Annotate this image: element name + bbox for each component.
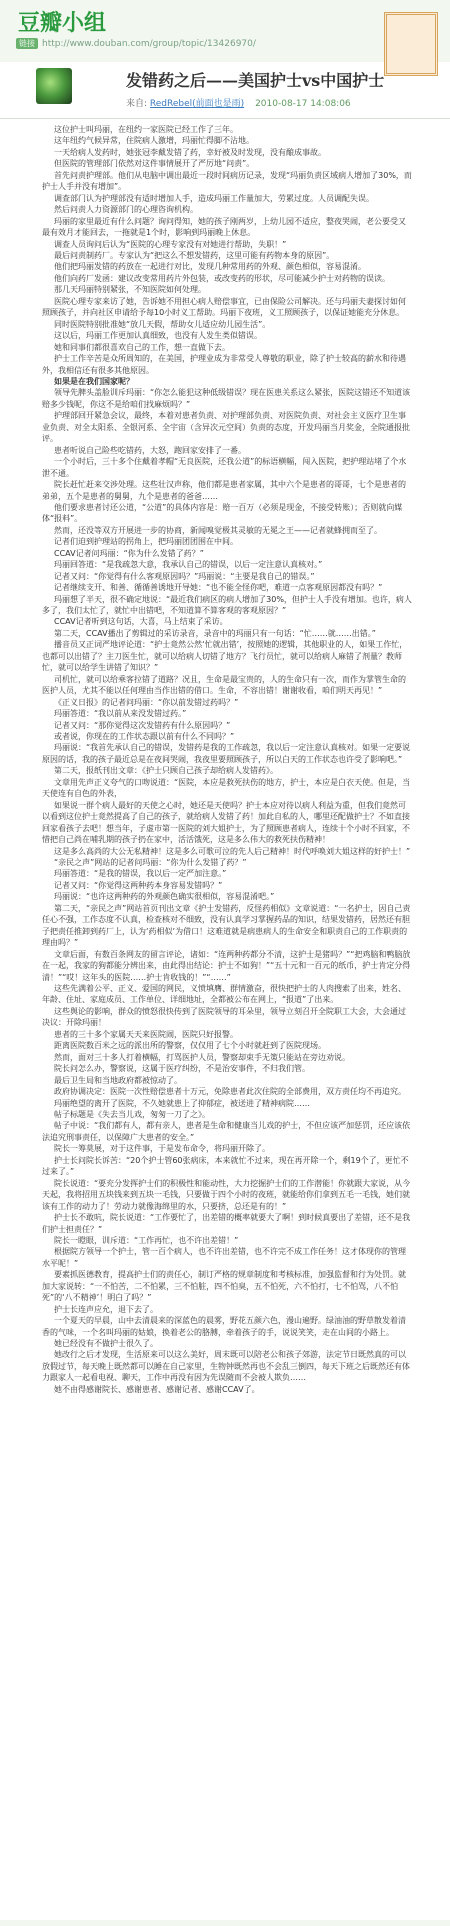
body-paragraph: 她和同事们都很喜欢自己的工作，想一直做下去。 (54, 342, 230, 352)
body-paragraph: 然而，面对三十多人打着横幅，打骂医护人员，警察却束手无策只能站在旁边劝说。 (54, 1052, 350, 1062)
body-paragraph: “亲民之声”网站的记者问玛丽：“你为什么发错了药？” (54, 858, 247, 867)
body-paragraph: 领导先脾头盖脸训斥玛丽：“你怎么能犯这种低级错误？现在医患关系这么紧张，医院这错还不知道该赔多少钱呢，你这不是给咱们找麻烦吗？” (42, 388, 411, 409)
body-paragraph: 这年纽约气候异常，住院病人激增，玛丽忙得脚不沾地。 (54, 136, 254, 146)
body-paragraph: 玛丽说：“我首先承认自己的错误，发错药是我的工作疏忽，我以后一定注意认真核对。如果一定要说原因的话，我的孩子最近总是在夜间哭闹，我夜里要照顾孩子，所以白天的工作状态也许受了影响吧。” (42, 743, 411, 764)
body-paragraph: 播音员又正词严地评论道：“护士竟然公然‘忙就出错’，按照她的逻辑，其他职业的人，如果工作忙，也都可以出错了？主刀医生忙，就可以给病人切错了地方？飞行员忙，就可以给病人麻错了剂量？教师忙，就可以给学生讲错了知识？” (42, 640, 408, 673)
body-paragraph: 同时医院特别批准她“放几天假，帮助女儿适应幼儿园生活”。 (54, 319, 271, 329)
body-paragraph: 护士长连声应允，退下去了。 (54, 1304, 158, 1314)
body-paragraph: 这些舆论的影响，群众的愤怒很快传到了医院领导的耳朵里，领导立刻召开全院职工大会，大会通过决议：开除玛丽！ (42, 1006, 406, 1028)
body-paragraph: 院长一瞪眼，训斥道：“工作再忙，也不许出差错！” (54, 1235, 239, 1245)
body-paragraph: 她不由得感谢院长、感谢患者、感谢记者、感谢CCAV了。 (54, 1384, 260, 1394)
body-paragraph: 《正义日报》的记者问玛丽：“你以前发错过药吗？” (54, 697, 239, 707)
from-label: 来自: (126, 99, 148, 109)
body-paragraph: 距离医院数百米之远的派出所的警察，仅仅用了七个小时就赶到了医院现场。 (54, 1041, 326, 1051)
site-logo[interactable]: 豆瓣小组 (18, 11, 107, 36)
avatar[interactable] (36, 68, 72, 104)
body-paragraph: CCAV记者听到这句话，大喜，马上结束了采访。 (54, 617, 228, 627)
body-paragraph: 记者们迫到护理站的拐角上，把玛丽团团围在中间。 (54, 537, 238, 547)
body-paragraph: 一个夏天的早晨，山中去清晨来的深蓝色的晨雾，野花五颜六色，漫山遍野。绿油油的野草散发着清香的气味，一个名叫玛丽的姑娘，换着老公的胳膊，牵着孩子的手，说说笑笑，走在山间的小路上。 (42, 1316, 406, 1337)
body-paragraph: 护士工作辛苦是众所周知的，在美国，护理业成为非常受人尊敬的职业，除了护士较高的薪水和待遇外，我相信还有很多其他原因。 (42, 354, 406, 375)
body-paragraph: CCAV记者问玛丽：“你为什么发错了药？” (54, 548, 204, 558)
body-paragraph: 玛丽绝望的离开了医院，不久她就患上了抑郁症，被送进了精神病院…… (54, 1098, 310, 1108)
body-paragraph: 院长一筹莫展，对于这件事，于是发布命令，将玛丽开除了。 (54, 1144, 270, 1154)
body-paragraph: 一个小时后，三十多个住戴着孝帽“无良医院，还我公道”的标语横幅，闯入医院，把护理站堵了个水泄不通。 (42, 457, 407, 478)
body-paragraph: 文章后面，有数百条网友的留言评论，诸如：“连两种药都分不清，这护士是猪吗？”“把鸡脑和鸭脑放在一起，我家的狗都能分辨出来，由此得出结论：护士不如狗！”“五十元和一百元的纸币，护士肯定分得清！”“哎！这年头的医院……护士肯收钱的！”“……” (42, 949, 411, 982)
body-paragraph: 记者继续支开、和善、循循善诱地开导她：“也不能全怪你吧，难道一点客观原因都没有吗？” (54, 583, 383, 593)
body-paragraph: 患者的三十多个家属天天来医院闹，医院只好报警。 (54, 1029, 238, 1039)
body-paragraph: 护士长问院长诉苦：“20个护士管60张病床，本来就忙不过来，现在再开除一个，剩19个了，更忙不过来了。” (42, 1155, 409, 1177)
body-paragraph: 玛丽说：“也许这两种药的外观颜色确实很相似，容易混淆吧。” (54, 892, 275, 902)
body-paragraph: 玛丽想了半天，很不确定地说：“最近我们病区的病人增加了30%，但护士人手没有增加。也许，病人多了，我们太忙了，就忙中出错吧，不知道算不算客观的客观原因？” (42, 594, 412, 616)
body-paragraph: 她改行之后才发现，生活原来可以这么美好，周末既可以陪老公和孩子郊游，法定节日既然真的可以放假过节，每天晚上既然都可以睡在自己家里，生物钟既然再也不会乱三倒四，每天下班之后既然还有体力跟家人一起看电视、聊天，工作中再没有因为先误随而不会被人欺负…… (42, 1350, 410, 1383)
body-paragraph: 但医院的管理部门依然对这件事情展开了严厉地“问责”。 (54, 159, 255, 169)
body-paragraph: 一天给病人发药时，她张冠李戴发错了药，幸好被及时发现，没有酿成事故。 (54, 147, 326, 157)
body-paragraph: 帖子标题是《失去当儿戏，匆匆一刀了之》。 (54, 1109, 210, 1119)
body-paragraph: 那几天玛丽特别紧张，不知医院如何处理。 (54, 285, 206, 295)
body-paragraph: 院长说道：“要充分发挥护士们的积极性和能动性，大力挖掘护士们的工作潜能！你就跟大家说，从今天起，我将招用五块钱来到五块一毛钱，只要做于四个小时的夜班，就能给你们拿到五毛一毛钱，她们就该有工作的动力了！劳动力就像海绵里的水，只要挤，总还是有的！” (42, 1178, 411, 1211)
body-paragraph: 他们要求患者讨还公道，“公道”的具体内容是：赔一百万（必须是现金，不接受转账）；否则就向媒体“报料”。 (42, 502, 403, 524)
body-paragraph: 记者又问：“那你觉得这次发错药有什么原因吗？” (54, 720, 231, 730)
post-body (42, 124, 412, 1395)
body-paragraph: 记者又问：“你觉得有什么客观原因吗？”玛丽说：“主要是我自己的错误。” (54, 571, 315, 581)
body-paragraph: 然后问责人力资源部门的心理咨询机构。 (54, 205, 198, 215)
body-paragraph: 最后卫生局和当地政府都被惊动了。 (54, 1075, 182, 1085)
body-paragraph: 玛丽回答道：“是我疏忽大意，我承认自己的错误，以后一定注意认真核对。” (54, 560, 323, 570)
footer-divider (0, 1920, 450, 1926)
body-paragraph: 她已经没有不做护士很久了。 (54, 1339, 158, 1349)
url-bar (16, 38, 256, 49)
body-paragraph: 调查部门认为护理部没有适时增加人手，造成玛丽工作量加大，劳累过度。人员调配失误。 (54, 193, 374, 203)
body-paragraph: 最后问责制药厂。专家认为“把这么不想发错药，这里可能有药物本身的原因”。 (54, 250, 335, 260)
body-paragraph: 第二天，CCAV播出了剪辑过的采访录音，录音中的玛丽只有一句话：“忙……就……出错。” (54, 628, 376, 638)
body-paragraph: 院长赶忙赶来交涉处理。这些壮汉声称，他们都是患者家属，其中六个是患者的哥哥，七个是患者的弟弟，五个是患者的舅舅，九个是患者的爸爸…… (42, 480, 406, 501)
author-link[interactable]: RedRebel(前面也是雨) (149, 99, 245, 109)
body-paragraph: 司机忙，就可以给乘客拉错了道路？况且，生命是最宝贵的，人的生命只有一次，而作为掌管生命的医护人员，尤其不能以任何理由当作出错的借口。生命，不容出错！谢谢收看，咱们明天再见！” (42, 674, 406, 696)
body-paragraph: 然而，还没等双方开展进一步的协商，新闻嗅觉极其灵敏的无冕之王——记者就蜂拥而至了。 (54, 525, 382, 535)
body-paragraph: 调查人员询问后认为“医院的心理专家没有对她进行帮助，失职！” (54, 239, 287, 249)
link-tag: 链接 (16, 38, 38, 49)
site-header (0, 0, 450, 62)
body-paragraph: 文章用先声正义夸气的口吻说道：“医院，本应是救死扶伤的地方，护士，本应是白衣天使。但是，当天使连有自色的外表， (42, 777, 411, 799)
body-paragraph: 护士长不敢吭，院长说道：“工作要忙了，出差错的概率就要大了啊！到时候真要出了差错，还不是我们护士担责任？” (42, 1213, 411, 1234)
body-paragraph: 记者又问：“你觉得这两种药本身容易发错吗？” (54, 880, 223, 890)
body-paragraph: 或者说，你现在的工作状态跟以前有什么不同吗？” (54, 732, 235, 742)
body-paragraph: 护理部回开紧急会议，最终，本着对患者负责、对护理部负责、对医院负责、对社会主义医疗卫生事业负责、对全太阳系、全银河系、全宇宙（含异次元空间）负责的态度，开发玛丽当月奖金，全院通报批评。 (42, 411, 410, 444)
body-paragraph: 他们把玛丽发错的药放在一起进行对比，发现几种常用药的外观、颜色相似，容易混淆。 (54, 262, 366, 272)
body-paragraph: 政府协调决定：医院一次性赔偿患者十万元，免除患者此次住院的全部费用，双方责任均不再追究。 (54, 1087, 406, 1097)
post-date: 2010-08-17 14:08:06 (255, 99, 351, 109)
body-paragraph: 根据院方领导一个护士，管一百个病人，也不许出差错，也不许完不成工作任务！这才体现你的管理水平呢！” (42, 1247, 406, 1268)
body-paragraph: 这以后，玛丽工作更加认真细致，也没有人发生类似错误。 (54, 331, 262, 341)
body-paragraph: 玛丽的家里最近有什么问题？询问得知，她的孩子刚两岁，上幼儿园不适应，整夜哭闹，老公要受又最有效月才能回去，一拖就是1个时，影响到玛丽晚上休息。 (42, 216, 406, 238)
body-paragraph: 院长问怎么办，警察说，这属于医疗纠纷，不是治安事件，不归我们管。 (54, 1064, 310, 1074)
body-paragraph: 玛丽答道：“是我的错误，我以后一定严加注意。” (54, 869, 227, 879)
body-paragraph: 玛丽答道：“我以前从来没发错过药。” (54, 709, 187, 719)
body-paragraph: 如果说一群个病人最好的天使之心时，她还是天使吗？护士本应对待以病人利益为重，但我们竟然可以看到这位护士竟然提高了自己的孩子，就给病人发错了药！加此自私的人，哪里还配做护士？不如直接回家看孩子去吧！想当年，子虚市第一医院的刘大姐护士，为了照顾患者病人，连续十个小时不回家，不惜把自己尚在哺乳期的孩子扔在家中，活活饿死，这是多么伟大的救死扶伤精神！ (42, 800, 410, 845)
post-header (0, 62, 450, 119)
body-paragraph: 要素抓医德教育，提高护士们的责任心，制订严格的规章制度和考核标准，加强监督和行为处罚。就加大家说转：“一不怕苦，二不怕累，三不怕脏，四不怕臭，五不怕死，六不怕打，七不怕骂，八不怕死”的‘八不精神’！明白了吗？” (42, 1270, 406, 1303)
body-paragraph: 第二天，“亲民之声”网站首页刊出文章《护士发错药，反怪药相似》文章说道：“一名护士，因自己责任心不强，工作态度不认真，检查核对不细致，没有认真学习掌握药品的知识，结果发错药，居然还有胆子把责任推卸到药厂上，认为‘药相似’为借口！这难道就是病患病人的生命安全和职责自己的工作职责的理由吗？” (42, 903, 411, 948)
body-paragraph: 他们向药厂发函：建议改变常用药片外包装，或改变药的形状，尽可能减少护士对药物的误读。 (54, 273, 390, 283)
post-title: 发错药之后——美国护士vs中国护士 (126, 71, 385, 90)
body-paragraph: 这位护士叫玛丽，在纽约一家医院已经工作了三年。 (54, 125, 238, 134)
body-paragraph: 医院心理专家来访了她，告诉她不用担心病人赔偿事宜，已由保险公司解决。还与玛丽夫妻探讨如何照顾孩子，并向社区申请给予每10小时义工帮助。玛丽下夜班，义工照顾孩子，以保证她能充分休息。 (42, 296, 406, 318)
body-paragraph: 第二天，报纸刊出文章：《护士只顾自己孩子却给病人发错药》。 (54, 766, 278, 776)
post-meta (126, 96, 351, 109)
body-paragraph: 帖子中说：“我们都有人，都有亲人，患者是生命和健康当儿戏的护士，不但应该严加惩罚，还应该依法追究刑事责任，以保障广大患者的安全。” (42, 1121, 411, 1142)
body-paragraph: 这是多么高尚的大公无私精神！这是多么可歌可泣的先人后己精神！时代呼唤刘大姐这样的好护士！” (54, 846, 411, 856)
body-paragraph: 患者听说自己险些吃错药，大怒，跑回家安排了一番。 (54, 445, 246, 455)
body-paragraph: 首先问责护理部。他们从电脑中调出最近一段时间病历记录，发现“玛丽负责区域病人增加了30%，而护士人手并没有增加”。 (42, 170, 412, 192)
topic-url[interactable]: http://www.douban.com/group/topic/13426970/ (42, 38, 256, 49)
body-paragraph: 这些先满着公平、正义、爱国的网民，义愤填膺、群情激奋，很快把护士的人肉搜索了出来，姓名、年龄、住址、家庭成员、工作单位、详细地址，全都被公布在网上，“报道”了出来。 (42, 983, 406, 1005)
section-heading: 如果是在我们国家呢？ (54, 376, 134, 386)
